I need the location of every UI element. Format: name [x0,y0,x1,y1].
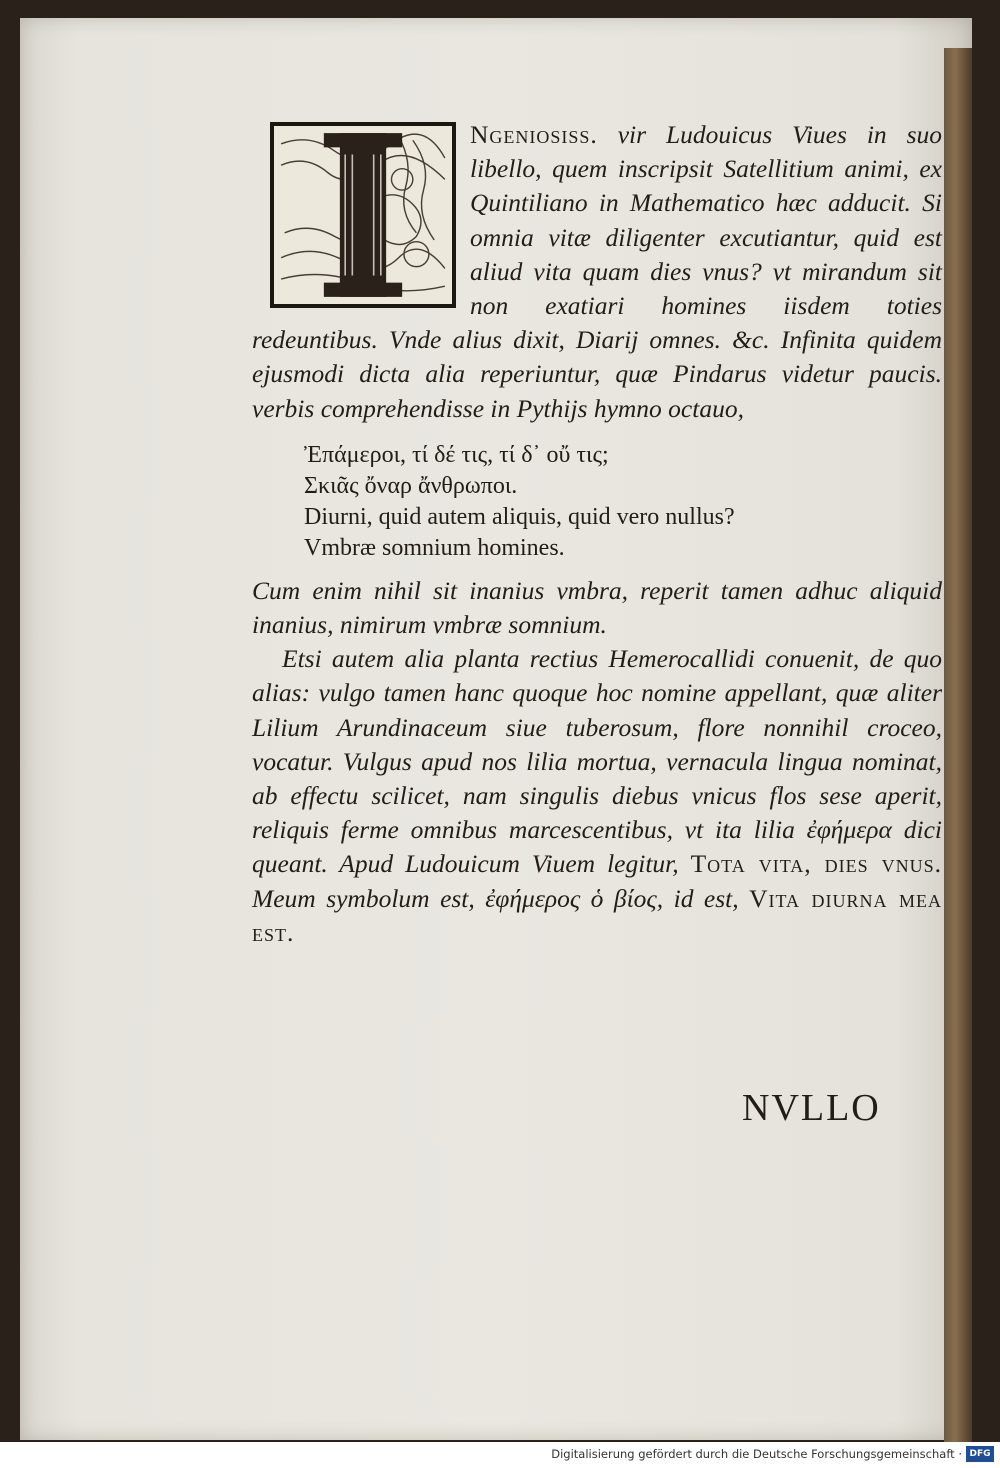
page-edge [944,48,972,1448]
verse-line-greek-1: Ἐπάμεροι, τί δέ τις, τί δ᾽ οὔ τις; [304,441,609,468]
verse-line-latin-1: Diurni, quid autem aliquis, quid vero nullus? [304,503,735,530]
verse-line-latin-2: Vmbræ somnium homines. [304,534,565,561]
opening-smallcaps: Ngeniosiss. [470,120,598,149]
paragraph-1 [252,118,942,426]
drop-cap-woodcut [270,122,456,308]
woodcut-illustration-icon [274,126,452,304]
paragraph-3-text-a: Etsi autem alia planta rectius Hemerocallidi conuenit, de quo alias: vulgo tamen hanc quoque hoc nomine appellant, quæ aliter Lilium Arundinaceum siue tuberosum, flore nonnihil croceo, vocatur. Vulgus apud nos lilia mortua, vernacula lingua nominat, ab effectu scilicet, nam singulis diebus vnicus flos sese aperit, reliquis ferme omnibus marcescentibus, vt ita lilia ἐφήμερα dici queant. Apud Ludouicum Viuem legitur, [252,644,942,879]
catchword: NVLLO [742,1087,881,1129]
motto-smallcaps-a: Tota vita, dies vnus. [690,849,942,879]
footer-credit: Digitalisierung gefördert durch die Deutsche Forschungsgemeinschaft · [551,1447,962,1461]
motto-smallcaps-b: Vita diurna mea est. [252,883,942,947]
paragraph-2: Cum enim nihil sit inanius vmbra, reperit tamen adhuc aliquid inanius, nimirum vmbræ somnium. [252,575,942,640]
verse-block [304,440,942,564]
paragraph-3-text-b: Meum symbolum est, ἐφήμερος ὁ βίος, id est, [252,883,750,913]
paragraph-3 [252,642,942,950]
dfg-logo-icon: DFG [966,1446,994,1462]
page-text [252,118,942,950]
footer-bar [0,1442,1000,1468]
paragraph-1-text: vir Ludouicus Viues in suo libello, quem inscripsit Satellitium animi, ex Quintiliano in Mathematico hæc adducit. Si omnia vitæ diligenter excutiantur, quid est aliud vita quam dies vnus? vt mirandum sit non exatiari homines iisdem toties redeuntibus. Vnde alius dixit, Diarij omnes. &c. Infinita quidem ejusmodi dicta alia reperiuntur, quæ Pindarus videtur paucis. verbis comprehendisse in Pythijs hymno octauo, [252,120,942,423]
verse-line-greek-2: Σκιᾶς ὄναρ ἄνθρωποι. [304,472,518,499]
